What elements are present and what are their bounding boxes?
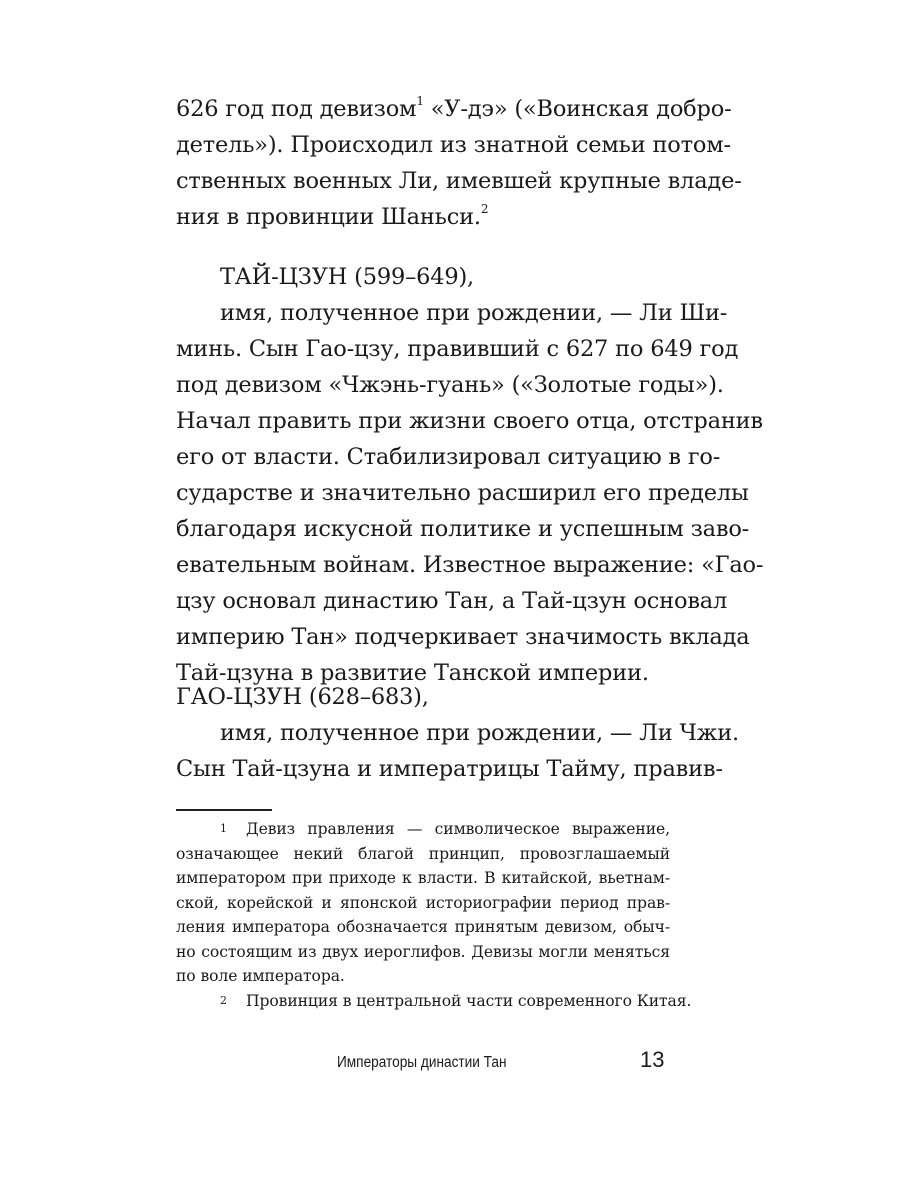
paragraph1-line-2 <box>176 132 731 158</box>
footnote-number-1: 1 <box>220 822 227 835</box>
footnote-2-text: Провинция в центральной части современного Китая. <box>246 992 692 1010</box>
footnote-line: означающее некий благой принцип, провозглашаемый <box>176 844 670 863</box>
text-segment: ния в провинции Шаньси. <box>176 204 481 230</box>
entry-heading-taizong: ТАЙ-ЦЗУН (599–649), <box>220 264 474 290</box>
text-line: его от власти. Стабилизировал ситуацию в го- <box>176 444 721 470</box>
footnote-line: ления императора обозначается принятым девизом, обыч- <box>176 918 670 936</box>
text-line: под девизом «Чжэнь-гуань» («Золотые годы»). <box>176 372 724 398</box>
footnote-line: ской, корейской и японской историографии период прав- <box>176 893 670 912</box>
entry-heading-gaozong: ГАО-ЦЗУН (628–683), <box>176 684 429 710</box>
page-number: 13 <box>640 1047 665 1072</box>
text-line: ственных военных Ли, имевшей крупные владе- <box>176 168 742 194</box>
text-line: имя, полученное при рождении, — Ли Чжи. <box>220 720 739 746</box>
text-line: благодаря искусной политике и успешным заво- <box>176 516 750 542</box>
text-line: сударстве и значительно расширил его пределы <box>176 480 749 506</box>
text-line: Начал править при жизни своего отца, отстранив <box>176 408 763 434</box>
text-line: цзу основал династию Тан, а Тай-цзун основал <box>176 588 728 614</box>
running-head: Императоры династии Тан <box>337 1054 507 1071</box>
paragraph1-line-3 <box>176 168 742 194</box>
footnote-divider <box>176 809 272 811</box>
footnote-line: но состоящим из двух иероглифов. Девизы могли меняться <box>176 942 670 961</box>
text-line: Тай-цзуна в развитие Танской империи. <box>176 660 649 686</box>
paragraph1-line-4 <box>176 204 488 230</box>
text-line: минь. Сын Гао-цзу, правивший с 627 по 649 год <box>176 336 739 362</box>
paragraph1-line-1 <box>176 94 732 122</box>
text-line: детель»). Происходил из знатной семьи потом- <box>176 132 731 158</box>
text-line: имя, полученное при рождении, — Ли Ши- <box>220 300 728 326</box>
footnote-line: императором при приходе к власти. В китайской, вьетнам- <box>176 869 670 887</box>
text-segment: «У-дэ» («Воинская добро- <box>423 96 732 122</box>
text-line: евательным войнам. Известное выражение: «Гао- <box>176 552 764 578</box>
footnote-line: Девиз правления — символическое выражение, <box>246 820 670 838</box>
footnote-number-2: 2 <box>220 994 227 1007</box>
footnote-line: по воле императора. <box>176 967 345 985</box>
footnote-ref-2[interactable]: 2 <box>480 202 489 216</box>
text-line: Сын Тай-цзуна и императрицы Тайму, правив- <box>176 756 723 782</box>
footnote-ref-1[interactable]: 1 <box>416 94 424 108</box>
text-line: империю Тан» подчеркивает значимость вклада <box>176 624 750 650</box>
text-segment: 626 год под девизом <box>176 96 417 122</box>
